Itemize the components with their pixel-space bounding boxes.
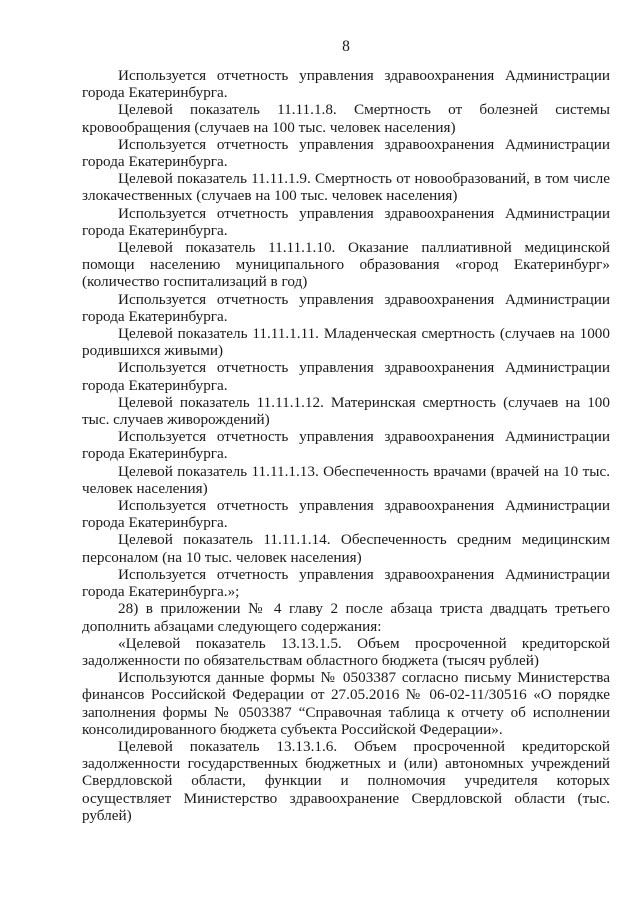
paragraph: Используется отчетность управления здравоохранения Администрации города Екатеринбурга.: [82, 497, 610, 532]
paragraph: Целевой показатель 11.11.1.10. Оказание паллиативной медицинской помощи населению муниципального образования «город Екатеринбург» (количество госпитализаций в год): [82, 239, 610, 291]
document-page: [82, 36, 610, 824]
paragraph: Используются данные формы № 0503387 согласно письму Министерства финансов Российской Федерации от 27.05.2016 № 06-02-11/30516 «О порядке заполнения формы № 0503387 “Справочная таблица к отчету об исполнении консолидированного бюджета субъекта Российской Федерации».: [82, 669, 610, 738]
paragraph: Используется отчетность управления здравоохранения Администрации города Екатеринбурга.: [82, 67, 610, 102]
paragraph: Используется отчетность управления здравоохранения Администрации города Екатеринбурга.: [82, 359, 610, 394]
page-number: 8: [342, 38, 350, 55]
paragraph: Целевой показатель 11.11.1.9. Смертность от новообразований, в том числе злокачественных (случаев на 100 тыс. человек населения): [82, 170, 610, 205]
paragraph: Используется отчетность управления здравоохранения Администрации города Екатеринбурга.: [82, 428, 610, 463]
paragraph: Целевой показатель 11.11.1.13. Обеспеченность врачами (врачей на 10 тыс. человек населения): [82, 462, 610, 497]
paragraph: Целевой показатель 11.11.1.8. Смертность от болезней системы кровообращения (случаев на 100 тыс. человек населения): [82, 101, 610, 136]
paragraph: 28) в приложении № 4 главу 2 после абзаца триста двадцать третьего дополнить абзацами следующего содержания:: [82, 600, 610, 635]
paragraph: Целевой показатель 13.13.1.6. Объем просроченной кредиторской задолженности государственных бюджетных и (или) автономных учреждений Свердловской области, функции и полномочия учредителя которых осуществляет Министерство здравоохранение Свердловской области (тыс. рублей): [82, 737, 610, 824]
paragraph: Используется отчетность управления здравоохранения Администрации города Екатеринбурга.: [82, 204, 610, 239]
paragraph: Используется отчетность управления здравоохранения Администрации города Екатеринбурга.: [82, 135, 610, 171]
paragraph: Используется отчетность управления здравоохранения Администрации города Екатеринбурга.: [82, 290, 610, 325]
paragraph: Целевой показатель 11.11.1.11. Младенческая смертность (случаев на 1000 родившихся живыми): [82, 325, 610, 360]
paragraph: «Целевой показатель 13.13.1.5. Объем просроченной кредиторской задолженности по обязательствам областного бюджета (тысяч рублей): [82, 634, 610, 669]
paragraph: Целевой показатель 11.11.1.12. Материнская смертность (случаев на 100 тыс. случаев живорождений): [82, 393, 610, 429]
paragraph: Используется отчетность управления здравоохранения Администрации города Екатеринбурга.»;: [82, 565, 610, 601]
paragraph: Целевой показатель 11.11.1.14. Обеспеченность средним медицинским персоналом (на 10 тыс. человек населения): [82, 531, 610, 566]
